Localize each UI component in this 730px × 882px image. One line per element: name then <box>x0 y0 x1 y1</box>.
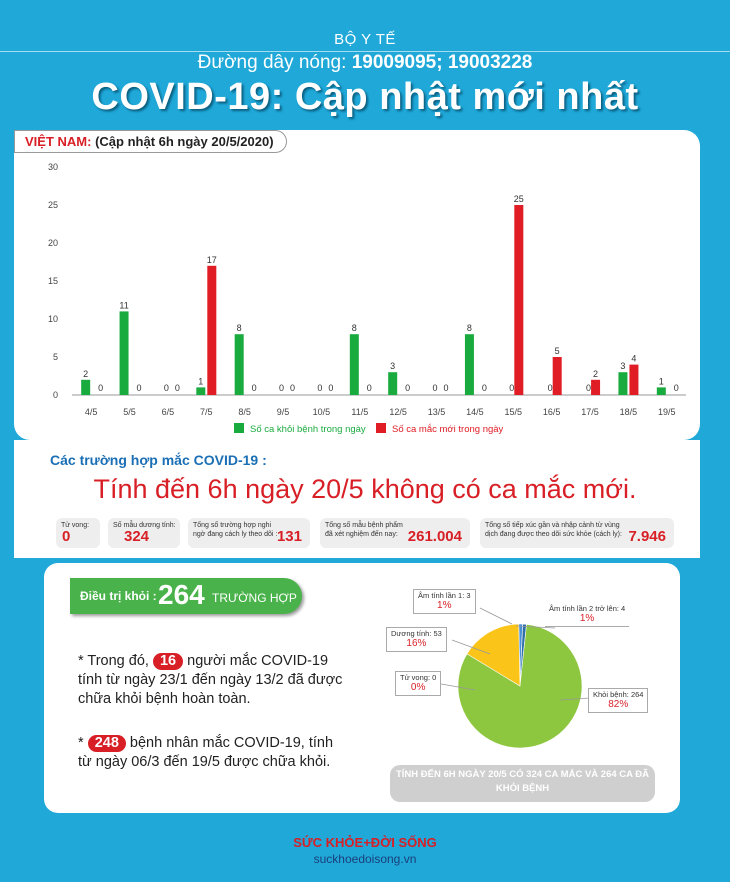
x-tick-label: 15/5 <box>504 407 523 417</box>
pie-label-pct: 82% <box>608 699 629 710</box>
bar-data-label: 2 <box>83 368 89 379</box>
bar-data-label: 0 <box>279 383 285 393</box>
pie-label-pct: 0% <box>410 682 426 693</box>
legend-label: Số ca khỏi bệnh trong ngày <box>250 424 366 435</box>
x-tick-label: 17/5 <box>581 407 599 417</box>
footer-url: suckhoedoisong.vn <box>313 852 417 866</box>
pie-label-neg1 <box>413 589 476 614</box>
pie-label-pct: 16% <box>406 638 427 649</box>
pie-label-pct: 1% <box>437 600 452 611</box>
treatment-count: 264 <box>158 579 205 610</box>
bar-data-label: 0 <box>251 383 257 393</box>
bar-data-label: 8 <box>351 323 357 334</box>
bar-data-label: 0 <box>174 383 180 393</box>
x-tick-label: 7/5 <box>200 407 213 417</box>
stat-label: Tổng số mẫu bệnh phẩm đã xét nghiệm đến nay: <box>325 522 403 538</box>
x-tick-label: 8/5 <box>238 407 251 417</box>
bar-data-label: 11 <box>119 300 129 311</box>
bar-data-label: 0 <box>98 383 104 393</box>
bar-data-label: 3 <box>620 361 626 372</box>
bar-data-label: 0 <box>290 383 296 393</box>
pie-label-text: Dương tính: 53 <box>391 629 442 638</box>
x-tick-label: 16/5 <box>542 407 561 417</box>
hotline-numbers: 19009095; 19003228 <box>351 52 533 73</box>
pie-label-recovered <box>588 688 648 713</box>
bar-data-label: 1 <box>198 376 204 387</box>
x-tick-label: 4/5 <box>84 407 98 417</box>
x-tick-label: 5/5 <box>123 407 136 417</box>
pie-label-text: Khỏi bệnh: 264 <box>593 690 644 699</box>
bar-data-label: 0 <box>432 383 438 393</box>
bar-data-label: 0 <box>163 383 169 393</box>
x-tick-label: 12/5 <box>389 407 407 417</box>
x-tick-label: 19/5 <box>658 407 676 417</box>
ministry-label: BỘ Y TẾ <box>334 31 396 48</box>
update-time: (Cập nhật 6h ngày 20/5/2020) <box>95 134 274 149</box>
stat-value: 261.004 <box>407 528 462 545</box>
stat-value: 131 <box>276 528 302 545</box>
y-tick-label: 10 <box>47 314 58 324</box>
bar-data-label: 0 <box>547 383 553 393</box>
bar-data-label: 0 <box>509 383 515 393</box>
pie-label-neg2 <box>545 603 629 627</box>
treatment-pill <box>70 578 302 614</box>
bar-data-label: 3 <box>390 361 396 372</box>
treatment-unit: TRƯỜNG HỢP <box>212 591 297 605</box>
pie-label-positive <box>386 627 447 652</box>
stat-label: Tổng số tiếp xúc gần và nhập cảnh từ vùng dịch đang được theo dõi sức khỏe (cách ly): <box>485 522 622 538</box>
hotline <box>0 52 730 74</box>
bar-data-label: 17 <box>206 254 217 265</box>
y-tick-label: 20 <box>47 238 58 248</box>
stat-monitored <box>480 518 674 548</box>
bar-data-label: 0 <box>366 383 372 393</box>
x-tick-label: 13/5 <box>427 407 446 417</box>
y-tick-label: 30 <box>47 162 58 172</box>
stat-deaths <box>56 518 100 548</box>
pie-label-text: Âm tính lần 1: 3 <box>418 591 471 600</box>
y-tick-label: 25 <box>47 200 58 210</box>
bar-data-label: 1 <box>658 376 664 387</box>
summary-banner: TÍNH ĐẾN 6H NGÀY 20/5 CÓ 324 CA MẮC VÀ 264 CA ĐÃ KHỎI BỆNH <box>390 765 655 802</box>
x-tick-label: 18/5 <box>619 407 638 417</box>
stat-label: Tổng số trường hợp nghi ngờ đang cách ly theo dõi : <box>193 522 278 538</box>
bar-data-label: 0 <box>328 383 334 393</box>
note-badge: 248 <box>88 735 126 752</box>
x-tick-label: 10/5 <box>312 407 331 417</box>
legend-label: Số ca mắc mới trong ngày <box>392 424 504 435</box>
bar-data-label: 5 <box>554 346 560 356</box>
country-tag <box>14 130 287 153</box>
x-tick-label: 6/5 <box>161 407 175 417</box>
note-prefix: * Trong đó, <box>78 653 149 669</box>
stat-label: Số mẫu dương tính: <box>113 522 176 529</box>
bar-data-label: 2 <box>593 368 599 379</box>
bar-data-label: 0 <box>586 383 592 393</box>
y-tick-label: 5 <box>52 352 58 362</box>
treatment-label: Điều trị khỏi : <box>80 589 157 603</box>
stat-tested <box>320 518 470 548</box>
stat-suspected <box>188 518 310 548</box>
cases-subheading: Các trường hợp mắc COVID-19 : <box>50 452 267 468</box>
note-badge: 16 <box>153 653 183 670</box>
note-text: bệnh nhân mắc COVID-19, tính từ ngày 06/3 đến 19/5 được chữa khỏi. <box>78 735 334 770</box>
bar-data-label: 0 <box>405 383 411 393</box>
note-prefix: * <box>78 735 84 751</box>
bar-data-label: 0 <box>317 383 323 393</box>
cases-headline: Tính đến 6h ngày 20/5 không có ca mắc mới. <box>93 474 637 504</box>
chart-card <box>14 130 700 440</box>
pie-label-death <box>395 671 441 696</box>
stat-label: Tử vong: <box>61 522 90 529</box>
x-tick-label: 14/5 <box>466 407 484 417</box>
x-tick-label: 9/5 <box>276 407 290 417</box>
bar-data-label: 25 <box>513 194 524 204</box>
stat-value: 7.946 <box>628 528 666 545</box>
pie-label-text: Âm tính lần 2 trở lên: 4 <box>549 604 626 613</box>
page-title: COVID-19: Cập nhật mới nhất <box>91 76 639 118</box>
stat-value: 324 <box>124 528 150 545</box>
bar-data-label: 0 <box>481 383 487 393</box>
pie-label-pct: 1% <box>579 613 595 624</box>
x-tick-label: 11/5 <box>351 407 369 417</box>
bar-data-label: 0 <box>673 383 679 393</box>
bar-data-label: 4 <box>631 353 637 364</box>
bar-data-label: 0 <box>136 383 142 393</box>
y-tick-label: 0 <box>52 390 58 400</box>
pie-label-text: Tử vong: 0 <box>400 673 437 682</box>
bar-data-label: 8 <box>466 323 472 334</box>
bar-data-label: 8 <box>236 323 242 334</box>
y-tick-label: 15 <box>47 276 58 286</box>
treatment-note-1 <box>78 652 343 709</box>
bar-data-label: 0 <box>443 383 449 393</box>
treatment-note-2 <box>78 734 343 772</box>
stat-positive <box>108 518 180 548</box>
note-text: người mắc COVID-19 tính từ ngày 23/1 đến ngày 13/2 đã được chữa khỏi bệnh hoàn toàn. <box>78 653 343 707</box>
hotline-label: Đường dây nóng: <box>197 52 347 73</box>
stat-value: 0 <box>62 528 71 545</box>
country-name: VIỆT NAM: <box>25 134 92 149</box>
footer-brand: SỨC KHỎE+ĐỜI SỐNG <box>293 835 437 850</box>
